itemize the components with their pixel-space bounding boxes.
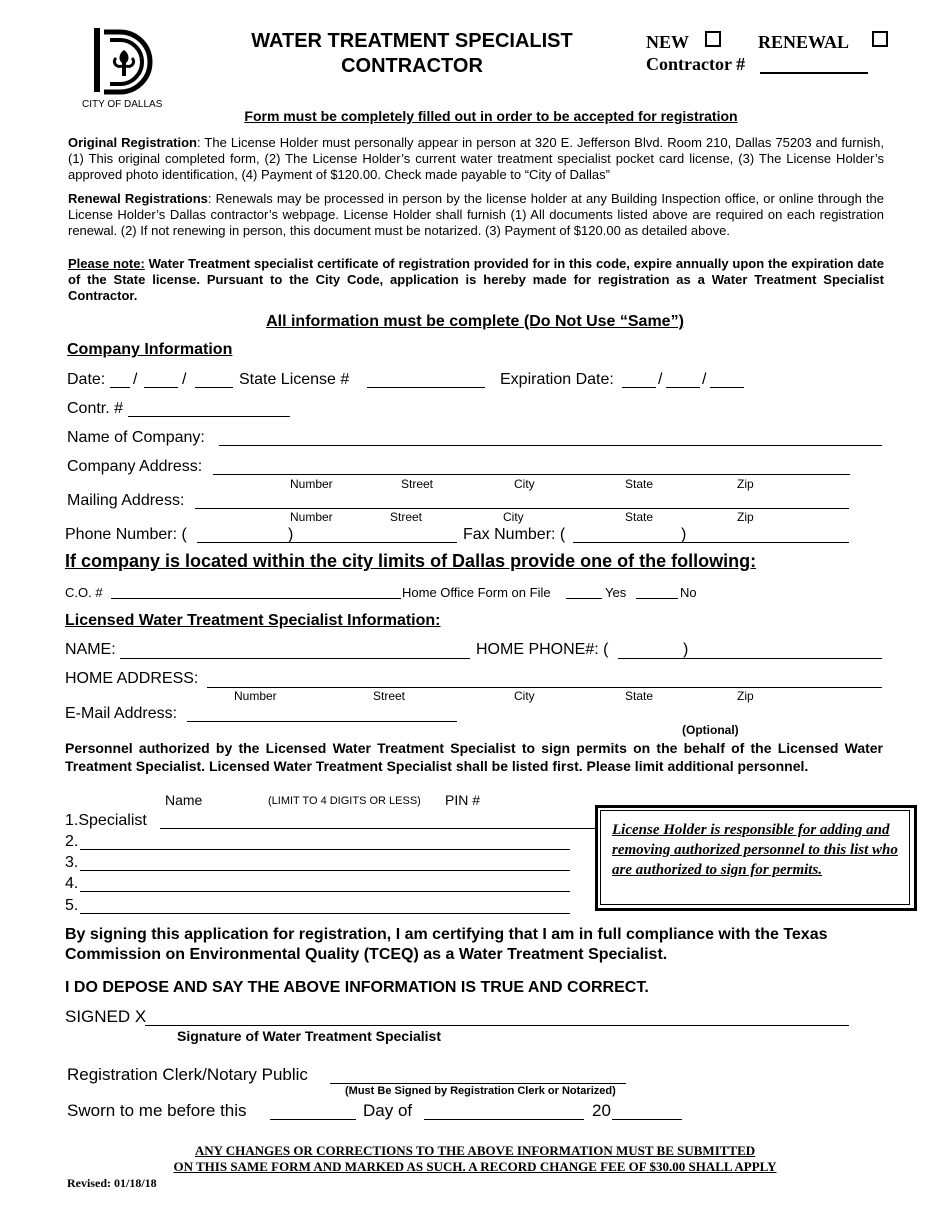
home-office-form-label: Home Office Form on File: [402, 585, 551, 600]
home-address-field[interactable]: [207, 687, 882, 688]
specialist-info-heading: Licensed Water Treatment Specialist Information:: [65, 612, 441, 629]
please-note-text: Water Treatment specialist certificate of registration provided for in this code, expire annually upon the expiration date of the State license. Pursuant to the City Code, application is hereby made for registration as a Water Treatment Specialist Contractor.: [68, 256, 884, 303]
co-number-field[interactable]: [111, 598, 401, 599]
home-address-city-caption: City: [514, 689, 535, 703]
contractor-number-label: Contractor #: [646, 54, 746, 74]
fax-number-close: ): [681, 526, 687, 543]
clerk-notary-label: Registration Clerk/Notary Public: [67, 1065, 308, 1084]
exp-slash-1: /: [658, 371, 663, 388]
personnel-row-4-field[interactable]: [80, 891, 570, 892]
personnel-row-label-5: 5.: [65, 897, 79, 914]
state-license-field[interactable]: [367, 387, 485, 388]
footer-line-1: ANY CHANGES OR CORRECTIONS TO THE ABOVE INFORMATION MUST BE SUBMITTED: [194, 1143, 756, 1158]
renewal-checkbox[interactable]: [872, 31, 888, 47]
company-name-label: Name of Company:: [67, 429, 205, 446]
expiration-day-field[interactable]: [666, 387, 700, 388]
original-registration-text: : The License Holder must personally appear in person at 320 E. Jefferson Blvd. Room 210, Dallas 75203 and furnish, (1) This original completed form, (2) The License Holder’s current water treatment specialist pocket card license, (3) The License Holder’s approved photo identification, (4) Payment of $120.00. Check made payable to “City of Dallas”: [68, 135, 885, 182]
personnel-paragraph: Personnel authorized by the Licensed Water Treatment Specialist to sign permits on the behalf of the Licensed Water Treatment Specialist. Licensed Water Treatment Specialist shall be listed first. Please limit additional personnel.: [65, 740, 883, 774]
date-slash-2: /: [182, 371, 187, 388]
all-info-heading: All information must be complete (Do Not Use “Same”): [266, 313, 684, 330]
renewal-label: RENEWAL: [758, 32, 850, 52]
home-phone-label: HOME PHONE#: (: [476, 641, 609, 658]
mailing-address-street-caption: Street: [390, 510, 423, 524]
original-registration-paragraph: [68, 135, 884, 183]
renewal-registration-text: : Renewals may be processed in person by the license holder at any Building Inspection office, or online through the License Holder’s Dallas contractor’s webpage. License Holder shall furnish (1) All documents listed above are required on each registration renewal. (2) If not renewing in person, this document must be notarized. (3) Payment of $120.00 as detailed above.: [68, 191, 884, 238]
renewal-registration-label: Renewal Registrations: [68, 191, 208, 206]
expiration-year-field[interactable]: [710, 387, 744, 388]
revised-date: Revised: 01/18/18: [67, 1176, 157, 1190]
home-office-no-field[interactable]: [636, 598, 678, 599]
pin-header: PIN #: [445, 792, 481, 808]
mailing-address-zip-caption: Zip: [737, 510, 754, 524]
home-office-no-label: No: [680, 585, 697, 600]
home-address-state-caption: State: [625, 689, 654, 703]
date-day-field[interactable]: [144, 387, 178, 388]
phone-number-field[interactable]: [197, 542, 457, 543]
company-address-label: Company Address:: [67, 458, 203, 475]
signature-field[interactable]: [145, 1025, 849, 1026]
fax-number-label: Fax Number: (: [463, 526, 566, 543]
phone-number-close: ): [288, 526, 294, 543]
form-title-line1: WATER TREATMENT SPECIALIST: [251, 30, 573, 52]
personnel-row-label-1: 1.Specialist: [65, 812, 147, 829]
personnel-row-5-field[interactable]: [80, 913, 570, 914]
original-registration-label: Original Registration: [68, 135, 198, 150]
license-holder-notice-box: [595, 805, 917, 911]
phone-number-label: Phone Number: (: [65, 526, 187, 543]
expiration-month-field[interactable]: [622, 387, 656, 388]
pin-limit-note: (LIMIT TO 4 DIGITS OR LESS): [268, 795, 421, 807]
personnel-row-label-2: 2.: [65, 833, 79, 850]
home-phone-close: ): [683, 641, 689, 658]
mailing-address-city-caption: City: [503, 510, 524, 524]
optional-caption: (Optional): [682, 723, 739, 737]
mailing-address-state-caption: State: [625, 510, 654, 524]
city-logo: [90, 24, 160, 98]
home-address-label: HOME ADDRESS:: [65, 670, 199, 687]
personnel-row-3-field[interactable]: [80, 870, 570, 871]
sworn-day-field[interactable]: [270, 1119, 356, 1120]
signed-label: SIGNED X: [65, 1007, 147, 1026]
expiration-date-label: Expiration Date:: [500, 371, 614, 388]
co-number-label: C.O. #: [65, 585, 103, 600]
sworn-year-prefix: 20: [592, 1101, 611, 1120]
date-month-field[interactable]: [110, 387, 130, 388]
personnel-name-header: Name: [165, 792, 203, 808]
contractor-number-field[interactable]: [760, 72, 868, 74]
state-license-label: State License #: [239, 371, 350, 388]
specialist-name-label: NAME:: [65, 641, 116, 658]
home-phone-field[interactable]: [618, 658, 882, 659]
license-holder-notice-text: License Holder is responsible for adding and removing authorized personnel to this list who are authorized to sign for permits.: [612, 822, 898, 878]
new-label: NEW: [646, 32, 690, 52]
date-slash-1: /: [133, 371, 138, 388]
date-label: Date:: [67, 371, 106, 388]
depose-statement: I DO DEPOSE AND SAY THE ABOVE INFORMATION IS TRUE AND CORRECT.: [65, 979, 649, 996]
mailing-address-field[interactable]: [195, 508, 849, 509]
city-limits-heading: If company is located within the city limits of Dallas provide one of the following:: [65, 551, 757, 571]
specialist-name-field[interactable]: [120, 658, 470, 659]
please-note-paragraph: [68, 256, 884, 304]
contr-number-field[interactable]: [128, 416, 290, 417]
sworn-month-field[interactable]: [424, 1119, 584, 1120]
company-address-field[interactable]: [213, 474, 850, 475]
personnel-row-label-3: 3.: [65, 854, 79, 871]
company-address-number-caption: Number: [290, 477, 333, 491]
clerk-notary-signature-field[interactable]: [330, 1083, 626, 1084]
signature-caption: Signature of Water Treatment Specialist: [177, 1028, 441, 1044]
personnel-row-2-field[interactable]: [80, 849, 570, 850]
registration-notice: Form must be completely filled out in order to be accepted for registration: [244, 108, 738, 124]
mailing-address-label: Mailing Address:: [67, 492, 185, 509]
clerk-notary-note: (Must Be Signed by Registration Clerk or Notarized): [345, 1085, 616, 1097]
home-address-number-caption: Number: [234, 689, 277, 703]
home-office-yes-label: Yes: [605, 585, 627, 600]
logo-caption: CITY OF DALLAS: [82, 99, 163, 110]
date-year-field[interactable]: [195, 387, 233, 388]
fax-number-field[interactable]: [573, 542, 849, 543]
company-info-heading: Company Information: [67, 341, 233, 358]
company-address-city-caption: City: [514, 477, 535, 491]
home-address-street-caption: Street: [373, 689, 406, 703]
certify-paragraph: By signing this application for registration, I am certifying that I am in full compliance with the Texas Commission on Environmental Quality (TCEQ) as a Water Treatment Specialist.: [65, 926, 828, 963]
sworn-day-of-label: Day of: [363, 1101, 413, 1120]
company-address-street-caption: Street: [401, 477, 434, 491]
renewal-registration-paragraph: [68, 191, 884, 239]
company-address-zip-caption: Zip: [737, 477, 754, 491]
email-field[interactable]: [187, 721, 457, 722]
new-checkbox[interactable]: [705, 31, 721, 47]
mailing-address-number-caption: Number: [290, 510, 333, 524]
sworn-label: Sworn to me before this: [67, 1101, 247, 1120]
form-title-line2: CONTRACTOR: [341, 55, 483, 77]
sworn-year-field[interactable]: [612, 1119, 682, 1120]
contr-number-label: Contr. #: [67, 400, 124, 417]
company-name-field[interactable]: [219, 445, 882, 446]
footer-line-2: ON THIS SAME FORM AND MARKED AS SUCH. A RECORD CHANGE FEE OF $30.00 SHALL APPLY: [173, 1159, 777, 1174]
email-label: E-Mail Address:: [65, 705, 178, 722]
home-address-zip-caption: Zip: [737, 689, 754, 703]
please-note-label: Please note:: [68, 256, 145, 271]
personnel-row-label-4: 4.: [65, 875, 79, 892]
exp-slash-2: /: [702, 371, 707, 388]
home-office-yes-field[interactable]: [566, 598, 602, 599]
company-address-state-caption: State: [625, 477, 654, 491]
personnel-row-1-field[interactable]: [160, 828, 597, 829]
